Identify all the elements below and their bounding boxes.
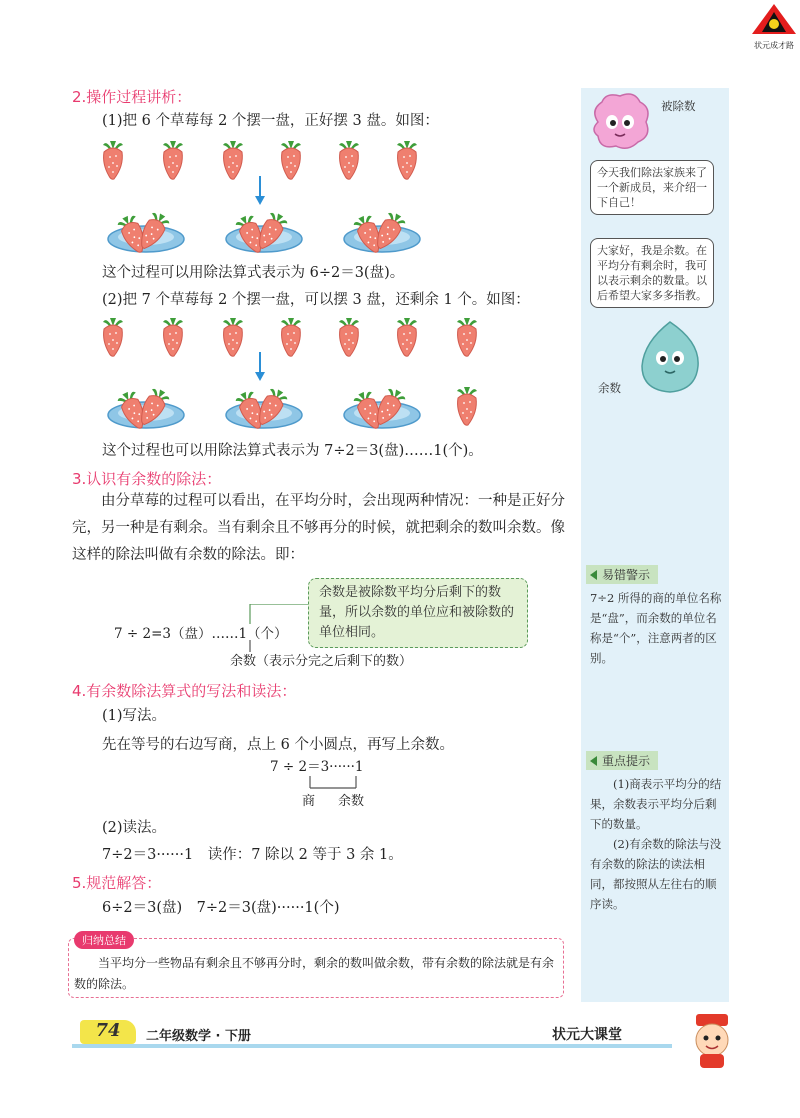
dividend-speech-bubble: 今天我们除法家族来了一个新成员，来介绍一下自己！ [590, 160, 714, 215]
section-2-step-1: (1)把 6 个草莓每 2 个摆一盘，正好摆 3 盘。如图： [102, 113, 439, 129]
brand-name: 状元大课堂 [552, 1027, 622, 1043]
strawberry-row-2 [100, 317, 540, 359]
dividend-label: 被除数 [661, 99, 696, 113]
tip-text-1: (1)商表示平均分的结果，余数表示平均分后剩下的数量。 [590, 777, 722, 831]
tip-tag [586, 751, 658, 770]
remainder-caption: 余数（表示分完之后剩下的数） [230, 654, 413, 669]
warning-tag [586, 565, 658, 584]
down-arrow-icon [254, 176, 266, 206]
section-3-heading: 3.认识有余数的除法： [72, 470, 222, 488]
quotient-label: 商 [302, 794, 316, 809]
section-2-step-2: (2)把 7 个草莓每 2 个摆一盘，可以摆 3 盘，还剩余 1 个。如图： [102, 292, 530, 308]
write-description: 先在等号的右边写商，点上 6 个小圆点，再写上余数。 [102, 737, 454, 753]
plates-row-1-icons [100, 208, 440, 256]
mascot-icon [684, 1010, 740, 1070]
page-number-badge [80, 1020, 136, 1044]
footer-bar [72, 1044, 672, 1048]
remainder-character-icon [630, 318, 708, 396]
remainder-character [630, 318, 708, 400]
strawberry-row-1 [100, 140, 540, 182]
formula-bracket-lines [306, 776, 362, 792]
section-2-result-1: 这个过程可以用除法算式表示为 6÷2＝3(盘)。 [102, 265, 405, 281]
remainder-pointer-lines [240, 604, 310, 658]
summary-text: 当平均分一些物品有剩余且不够再分时，剩余的数叫做余数，带有余数的除法就是有余数的除法。 [74, 956, 555, 991]
section-2-heading: 2.操作过程讲析： [72, 88, 192, 106]
tip-tag-label: 重点提示 [602, 754, 651, 768]
section-4-heading: 4.有余数除法算式的写法和读法： [72, 682, 297, 700]
section-5-heading: 5.规范解答： [72, 874, 162, 892]
tip-arrow-icon [590, 756, 597, 766]
read-example: 7÷2＝3······1 读作：7 除以 2 等于 3 余 1。 [102, 847, 403, 863]
remainder-equation: 7 ÷ 2=3（盘）……1（个） [114, 626, 288, 642]
strawberry-row-1-icons [100, 140, 540, 182]
logo-icon [750, 2, 798, 36]
read-label: (2)读法。 [102, 820, 167, 836]
section-2-result-2: 这个过程也可以用除法算式表示为 7÷2＝3(盘)……1(个)。 [102, 443, 483, 459]
summary-tag: 归纳总结 [74, 931, 134, 949]
strawberry-row-2-icons [100, 317, 540, 359]
warning-section [586, 564, 726, 668]
warning-text: 7÷2 所得的商的单位名称是“盘”，而余数的单位名称是“个”，注意两者的区别。 [590, 591, 722, 665]
book-title: 二年级数学 · 下册 [146, 1029, 251, 1044]
plates-row-2 [100, 384, 500, 432]
write-label: (1)写法。 [102, 708, 167, 724]
remainder-speech-bubble: 大家好，我是余数。在平均分有剩余时，我可以表示剩余的数量。以后希望大家多多指教。 [590, 238, 714, 308]
tip-section [586, 750, 726, 914]
remainder-label: 余数 [598, 381, 621, 395]
section-5-answer: 6÷2＝3(盘) 7÷2＝3(盘)······1(个) [102, 900, 340, 916]
publisher-logo [750, 2, 798, 48]
mascot [684, 1010, 740, 1074]
page-number: 74 [95, 1020, 121, 1041]
remainder-note: 余数是被除数平均分后剩下的数量，所以余数的单位应和被除数的单位相同。 [308, 578, 528, 648]
dividend-character-icon [588, 92, 654, 154]
plates-row-1 [100, 208, 440, 256]
warning-arrow-icon [590, 570, 597, 580]
write-formula: 7 ÷ 2＝3······1 [270, 759, 364, 775]
plates-row-2-icons [100, 384, 500, 432]
logo-text: 状元成才路 [754, 41, 794, 50]
tip-text-2: (2)有余数的除法与没有余数的除法的读法相同，都按照从左往右的顺序读。 [590, 837, 722, 911]
warning-tag-label: 易错警示 [602, 568, 651, 582]
down-arrow-icon-2 [254, 352, 266, 382]
section-3-paragraph: 由分草莓的过程可以看出，在平均分时，会出现两种情况：一种是正好分完，另一种是有剩余。当有剩余且不够再分的时候，就把剩余的数叫余数。像这样的除法叫做有余数的除法。即： [72, 493, 565, 563]
remainder-part-label: 余数 [338, 794, 365, 809]
dividend-character [588, 92, 654, 158]
